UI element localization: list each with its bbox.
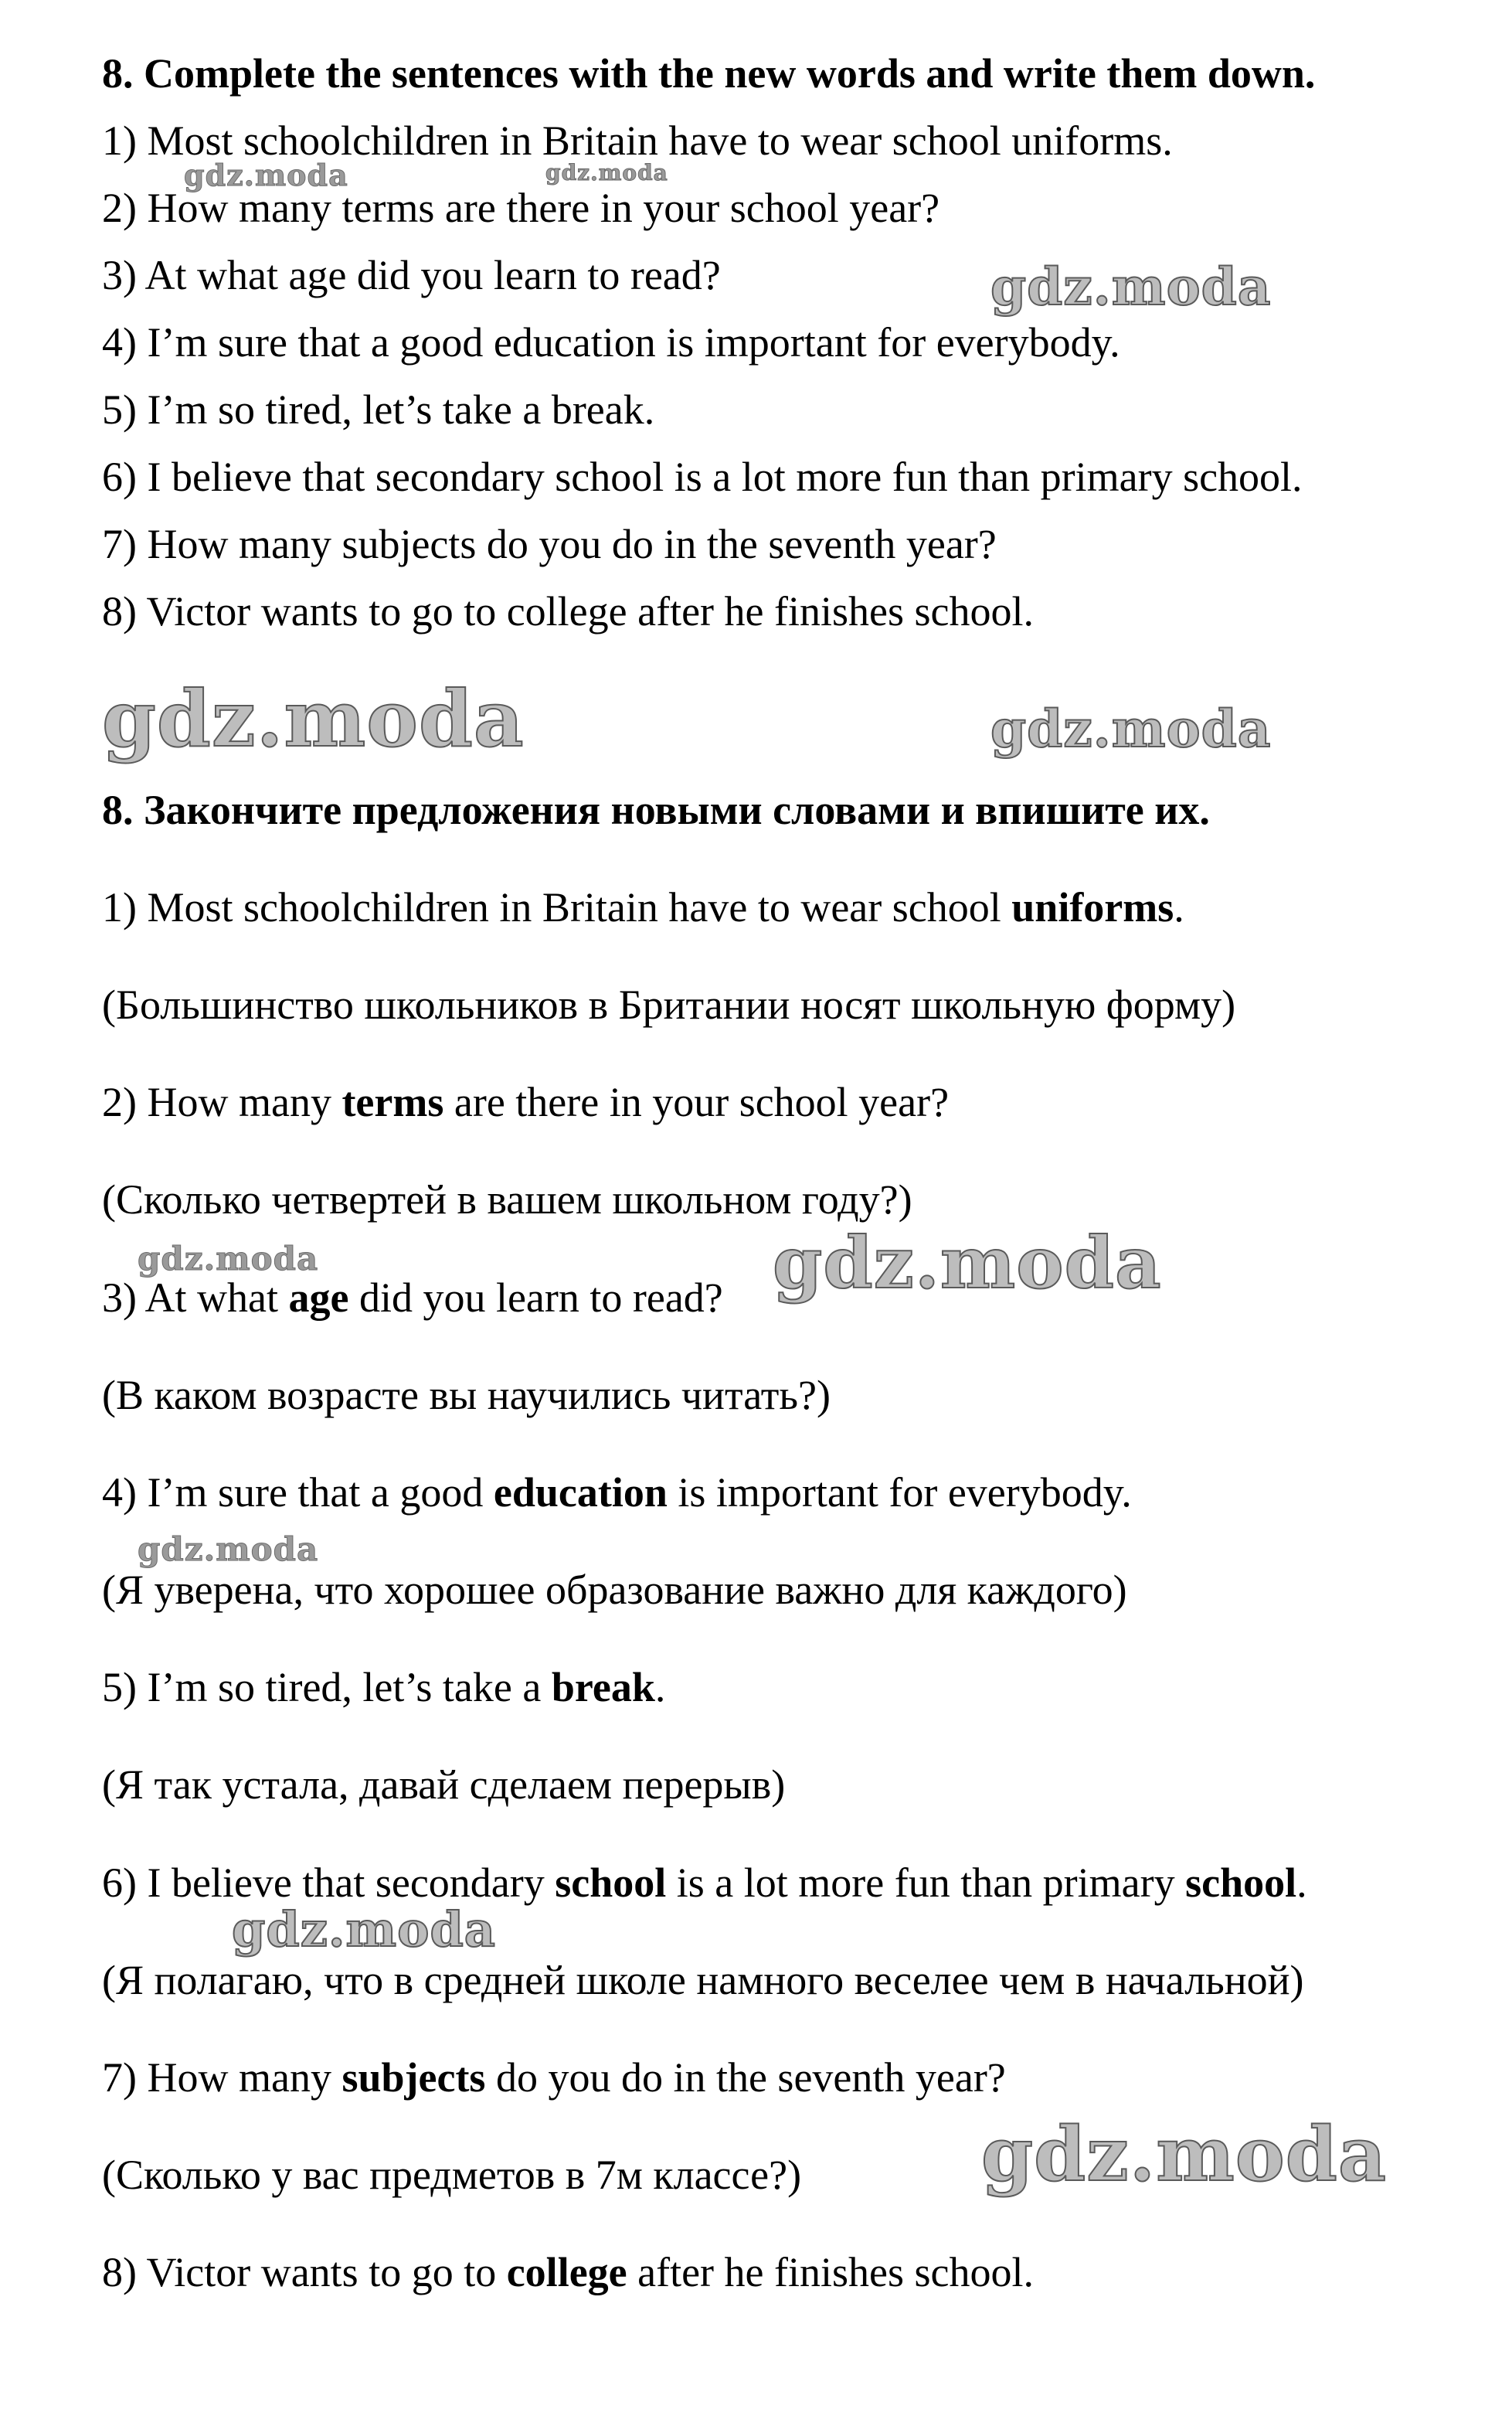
answer-text: is a lot more fun than primary	[666, 1859, 1186, 1906]
answer-word: school	[1185, 1859, 1297, 1906]
answers-heading: 8. Закончите предложения новыми словами и впишите их.	[102, 787, 1210, 833]
watermark-logo: gdz.moda	[184, 158, 348, 192]
answer-text: 3) At what	[102, 1274, 289, 1321]
answer-text: 5) I’m so tired, let’s take a	[102, 1664, 552, 1710]
exercise-sentence: 4) I’m sure that a good education is important for everybody.	[102, 319, 1120, 366]
answer-text: 7) How many	[102, 2054, 342, 2101]
answer-text: are there in your school year?	[443, 1079, 950, 1125]
watermark-logo: gdz.moda	[990, 257, 1272, 317]
watermark-logo: gdz.moda	[138, 1240, 319, 1278]
answer-translation: (Сколько четвертей в вашем школьном году?)	[102, 1176, 912, 1223]
answer-word: school	[555, 1859, 667, 1906]
answer-sentence	[102, 1077, 949, 1127]
answer-sentence	[102, 1858, 1307, 1907]
answer-text: is important for everybody.	[667, 1469, 1132, 1516]
watermark-logo: gdz.moda	[990, 699, 1272, 759]
watermark-logo: gdz.moda	[545, 160, 668, 185]
answer-word: uniforms	[1011, 884, 1174, 931]
answer-sentence	[102, 2247, 1034, 2297]
answer-text: 2) How many	[102, 1079, 342, 1125]
answer-sentence	[102, 1662, 665, 1712]
exercise-sentence: 7) How many subjects do you do in the seventh year?	[102, 521, 997, 567]
answer-text: .	[1174, 884, 1184, 931]
answer-word: education	[493, 1469, 668, 1516]
answer-sentence	[102, 2053, 1006, 2102]
answer-word: break	[551, 1664, 655, 1710]
answer-sentence	[102, 883, 1184, 932]
exercise-sentence: 6) I believe that secondary school is a lot more fun than primary school.	[102, 454, 1303, 500]
answer-translation: (Большинство школьников в Британии носят школьную форму)	[102, 982, 1236, 1028]
exercise-sentence: 8) Victor wants to go to college after he finishes school.	[102, 588, 1034, 635]
exercise-sentence: 3) At what age did you learn to read?	[102, 252, 721, 298]
answer-sentence	[102, 1273, 723, 1322]
watermark-logo: gdz.moda	[138, 1530, 319, 1568]
exercise-heading: 8. Complete the sentences with the new words and write them down.	[102, 50, 1316, 97]
watermark-logo: gdz.moda	[773, 1221, 1162, 1305]
answer-word: terms	[341, 1079, 444, 1125]
answer-text: do you do in the seventh year?	[485, 2054, 1006, 2101]
answer-text: 4) I’m sure that a good	[102, 1469, 494, 1516]
exercise-sentence: 1) Most schoolchildren in Britain have to wear school uniforms.	[102, 117, 1173, 164]
answer-word: age	[288, 1274, 349, 1321]
watermark-logo: gdz.moda	[232, 1901, 496, 1958]
answer-translation: (В каком возрасте вы научились читать?)	[102, 1372, 831, 1418]
answer-word: subjects	[341, 2054, 486, 2101]
answer-translation: (Я полагаю, что в средней школе намного веселее чем в начальной)	[102, 1957, 1304, 2003]
answer-translation: (Я так устала, давай сделаем перерыв)	[102, 1761, 786, 1808]
answer-text: 1) Most schoolchildren in Britain have to wear school	[102, 884, 1012, 931]
exercise-sentence: 2) How many terms are there in your school year?	[102, 185, 940, 231]
answer-sentence	[102, 1468, 1132, 1517]
answer-word: college	[506, 2249, 627, 2295]
answer-text: .	[1296, 1859, 1307, 1906]
answer-translation: (Я уверена, что хорошее образование важно для каждого)	[102, 1567, 1127, 1613]
answer-text: 6) I believe that secondary	[102, 1859, 556, 1906]
answer-text: after he finishes school.	[627, 2249, 1034, 2295]
answer-translation: (Сколько у вас предметов в 7м классе?)	[102, 2152, 802, 2198]
watermark-logo: gdz.moda	[981, 2111, 1388, 2198]
answer-text: 8) Victor wants to go to	[102, 2249, 507, 2295]
watermark-logo: gdz.moda	[102, 673, 525, 764]
exercise-sentence: 5) I’m so tired, let’s take a break.	[102, 386, 655, 433]
answer-text: did you learn to read?	[348, 1274, 723, 1321]
answer-text: .	[654, 1664, 666, 1710]
